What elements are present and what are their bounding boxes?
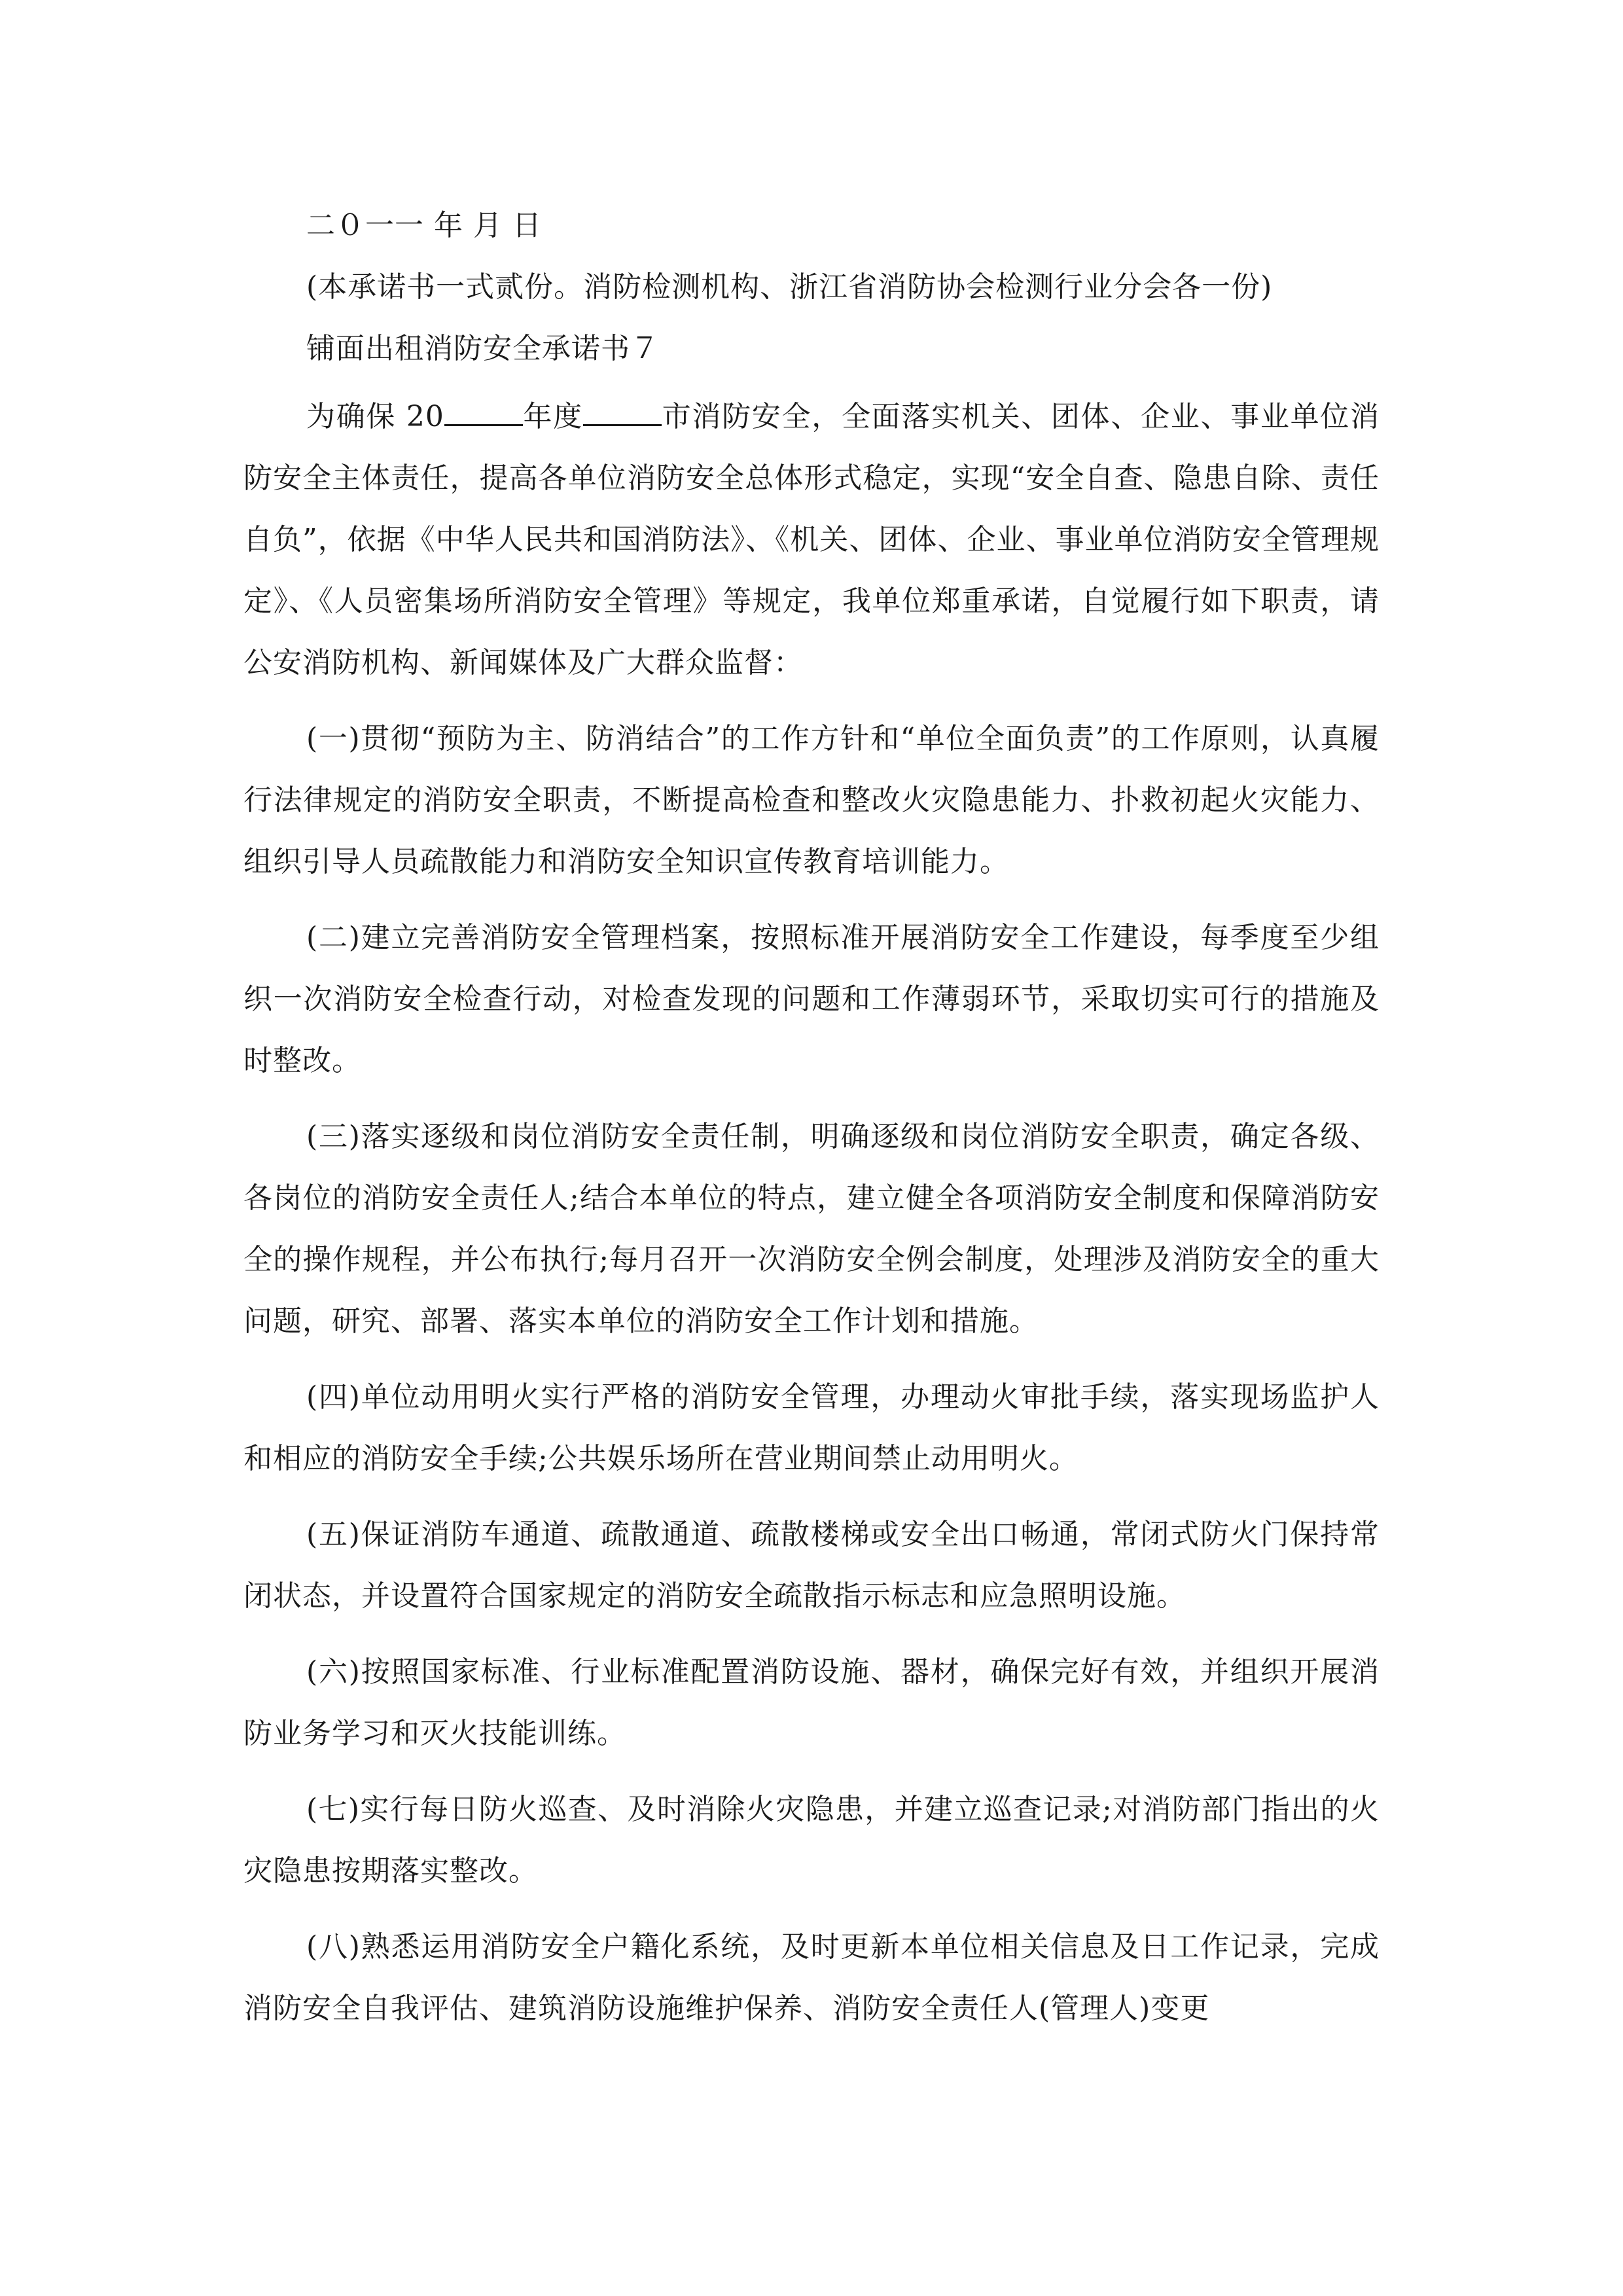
intro-text-2: 年度	[522, 400, 583, 433]
date-line: 二０一一 年 月 日	[306, 209, 542, 242]
document-heading: 铺面出租消防安全承诺书７	[306, 332, 660, 365]
intro-paragraph	[243, 386, 1380, 694]
item-1-paragraph: (一)贯彻“预防为主、防消结合”的工作方针和“单位全面负责”的工作原则，认真履行法律规定的消防安全职责，不断提高检查和整改火灾隐患能力、扑救初起火灾能力、组织引导人员疏散能力和消防安全知识宣传教育培训能力。	[243, 722, 1380, 878]
blank-year	[444, 402, 523, 426]
item-4-paragraph: (四)单位动用明火实行严格的消防安全管理，办理动火审批手续，落实现场监护人和相应的消防安全手续;公共娱乐场所在营业期间禁止动用明火。	[243, 1380, 1380, 1475]
item-8-paragraph: (八)熟悉运用消防安全户籍化系统，及时更新本单位相关信息及日工作记录，完成消防安全自我评估、建筑消防设施维护保养、消防安全责任人(管理人)变更	[243, 1930, 1380, 2025]
blank-city	[583, 402, 662, 426]
item-6-paragraph: (六)按照国家标准、行业标准配置消防设施、器材，确保完好有效，并组织开展消防业务学习和灭火技能训练。	[243, 1655, 1380, 1750]
item-3-paragraph: (三)落实逐级和岗位消防安全责任制，明确逐级和岗位消防安全职责，确定各级、各岗位的消防安全责任人;结合本单位的特点，建立健全各项消防安全制度和保障消防安全的操作规程，并公布执行;每月召开一次消防安全例会制度，处理涉及消防安全的重大问题，研究、部署、落实本单位的消防安全工作计划和措施。	[243, 1120, 1380, 1338]
document-body	[243, 204, 1380, 2054]
item-5-paragraph: (五)保证消防车通道、疏散通道、疏散楼梯或安全出口畅通，常闭式防火门保持常闭状态，并设置符合国家规定的消防安全疏散指示标志和应急照明设施。	[243, 1518, 1380, 1613]
intro-text-1: 为确保 20	[306, 400, 444, 433]
intro-text-3: 市消防安全，全面落实机关、团体、企业、事业单位消防安全主体责任，提高各单位消防安全总体形式稳定，实现“安全自查、隐患自除、责任自负”，依据《中华人民共和国消防法》、《机关、团体、企业、事业单位消防安全管理规定》、《人员密集场所消防安全管理》等规定，我单位郑重承诺，自觉履行如下职责，请公安消防机构、新闻媒体及广大群众监督：	[243, 400, 1380, 679]
note-line: (本承诺书一式贰份。消防检测机构、浙江省消防协会检测行业分会各一份)	[306, 270, 1273, 304]
item-2-paragraph: (二)建立完善消防安全管理档案，按照标准开展消防安全工作建设，每季度至少组织一次消防安全检查行动，对检查发现的问题和工作薄弱环节，采取切实可行的措施及时整改。	[243, 921, 1380, 1077]
item-7-paragraph: (七)实行每日防火巡查、及时消除火灾隐患，并建立巡查记录;对消防部门指出的火灾隐患按期落实整改。	[243, 1793, 1380, 1888]
